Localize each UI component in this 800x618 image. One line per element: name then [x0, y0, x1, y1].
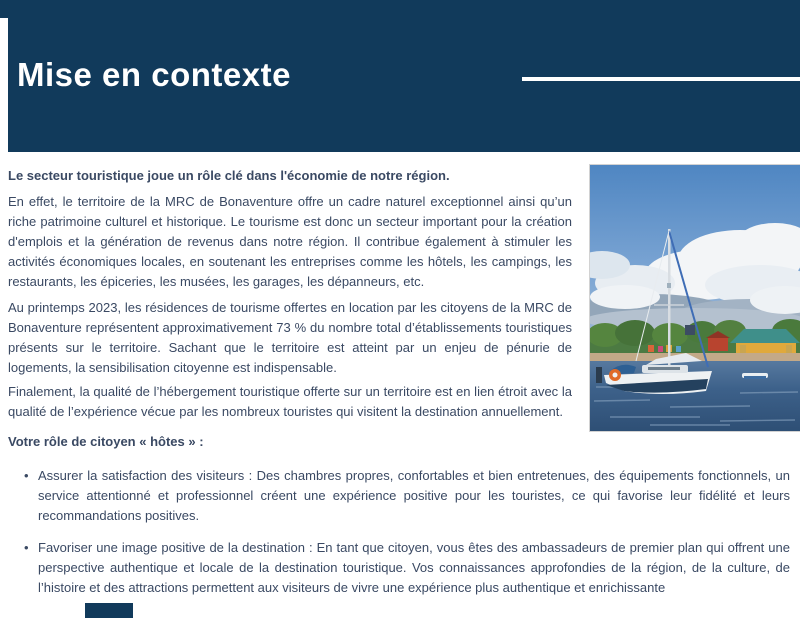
header-left-notch — [0, 18, 8, 152]
intro-heading: Le secteur touristique joue un rôle clé dans l'économie de notre région. — [8, 168, 450, 183]
page-title: Mise en contexte — [17, 56, 291, 93]
bullet-text: Assurer la satisfaction des visiteurs : Des chambres propres, confortables et bien entretenues, des équipements fonctionnels, un service attentionné et professionnel créent une expérience positive pour les touristes, ce qui favorise leur fidélité et leurs recommandations positives. — [38, 468, 790, 523]
list-item — [8, 538, 790, 598]
paragraph: Au printemps 2023, les résidences de tourisme offertes en location par les citoyens de la MRC de Bonaventure représentent approximativement 73 % du nombre total d’établissements touristiques présents sur le territoire. Sachant que le territoire est atteint par un enjeu de pénurie de logements, la sensibilisation citoyenne est indispensable. — [8, 300, 572, 375]
paragraph: Finalement, la qualité de l’hébergement touristique offerte sur un territoire est en lien étroit avec la qualité de l’expérience vécue par les nombreux touristes qui visitent la destination annuellement. — [8, 384, 572, 419]
header-divider-line — [522, 77, 800, 81]
bullet-list — [8, 466, 790, 598]
role-heading: Votre rôle de citoyen « hôtes » : — [8, 434, 204, 449]
body-text-column — [8, 166, 572, 452]
header-banner — [0, 0, 800, 152]
bullet-text: Favoriser une image positive de la destination : En tant que citoyen, vous êtes des ambassadeurs de premier plan qui offrent une perspective authentique et locale de la destination touristique. Vos connaissances approfondies de la région, de la culture, de l’histoire et des attractions permettent aux visiteurs de vivre une expérience plus authentique et enrichissante — [38, 540, 790, 595]
bullet-icon: • — [24, 540, 29, 555]
paragraph: En effet, le territoire de la MRC de Bonaventure offre un cadre naturel exceptionnel ainsi qu’un riche patrimoine culturel et historique. Le tourisme est donc un secteur important pour la création d'emplois et la génération de revenus dans notre région. Il contribue également à stimuler les activités économiques locales, en soutenant les entreprises comme les hôtels, les campings, les restaurants, les épiceries, les musées, les garages, les dépanneurs, etc. — [8, 194, 572, 289]
photo-pavilion — [730, 329, 800, 355]
bullet-icon: • — [24, 468, 29, 483]
photo-dinghy — [742, 373, 768, 379]
sailboat-photo — [589, 164, 800, 432]
list-item — [8, 466, 790, 526]
footer-accent-bar — [85, 603, 133, 618]
